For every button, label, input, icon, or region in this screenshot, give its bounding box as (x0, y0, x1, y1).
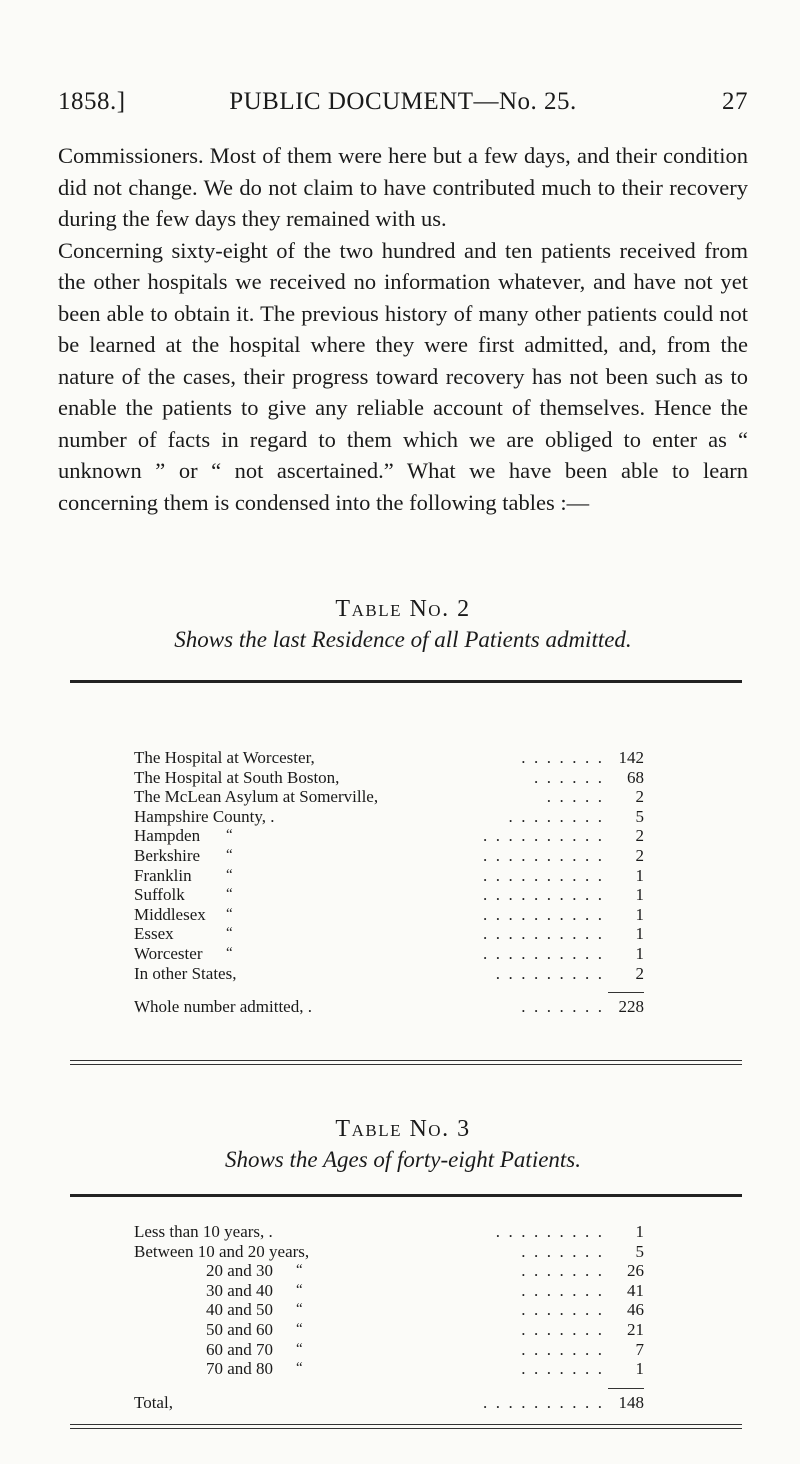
table-2 (134, 748, 644, 1017)
running-header (58, 88, 748, 122)
table-row: In other States, . . . . . . . . . 2 (134, 963, 644, 983)
table-2-bottom-rule-2 (70, 1064, 742, 1065)
table-total-row: Total, . . . . . . . . . . 148 (134, 1392, 644, 1412)
paragraph-2: Concerning sixty-eight of the two hundred and ten patients received from the other hospitals we received no information whatever, and have not yet been able to obtain it. The previous history of many other patients could not be learned at the hospital where they were first admitted, and, from the nature of the cases, their progress toward recovery has not been such as to enable the patients to give any reliable account of themselves. Hence the number of facts in regard to them which we are obliged to enter as “ unknown ” or “ not ascertained.” What we have been able to learn concerning them is condensed into the following tables :— (58, 237, 748, 515)
table-3-bottom-rule-2 (70, 1428, 742, 1429)
table-row: 20 and 30 “ . . . . . . . 26 (206, 1261, 644, 1281)
sum-line (608, 1388, 644, 1389)
table-row: Middlesex “ . . . . . . . . . . 1 (134, 904, 644, 924)
table-row: 60 and 70 “ . . . . . . . 7 (206, 1339, 644, 1359)
table-row: The Hospital at South Boston, . . . . . . 68 (134, 767, 644, 787)
table-row: Worcester “ . . . . . . . . . . 1 (134, 943, 644, 963)
table-row: 70 and 80 “ . . . . . . . 1 (206, 1359, 644, 1379)
document-page (58, 0, 748, 1464)
table-row: Hampshire County, . . . . . . . . . 5 (134, 806, 644, 826)
header-title: PUBLIC DOCUMENT—No. 25. (229, 88, 577, 115)
table-3-heading (58, 1116, 748, 1173)
table-2-top-rule (70, 680, 742, 683)
table-row: The McLean Asylum at Somerville, . . . . . 2 (134, 787, 644, 807)
table-row: 50 and 60 “ . . . . . . . 21 (206, 1319, 644, 1339)
table-3-bottom-rule (70, 1424, 742, 1425)
body-text (58, 140, 748, 518)
table-3 (134, 1222, 644, 1412)
table-2-heading (58, 596, 748, 653)
table-row: Between 10 and 20 years, . . . . . . . 5 (134, 1241, 644, 1261)
table-row: 30 and 40 “ . . . . . . . 41 (206, 1280, 644, 1300)
sum-line (608, 992, 644, 993)
table-3-top-rule (70, 1194, 742, 1197)
table-row: Franklin “ . . . . . . . . . . 1 (134, 865, 644, 885)
table-row: 40 and 50 “ . . . . . . . 46 (206, 1300, 644, 1320)
table-row: Suffolk “ . . . . . . . . . . 1 (134, 885, 644, 905)
table-total-row: Whole number admitted, . . . . . . . . 228 (134, 997, 644, 1017)
table-2-subtitle: Shows the last Residence of all Patients admitted. (174, 627, 632, 652)
table-2-title: Table No. 2 (335, 596, 471, 622)
table-row: Less than 10 years, . . . . . . . . . . 1 (134, 1222, 644, 1241)
table-row: Berkshire “ . . . . . . . . . . 2 (134, 845, 644, 865)
page-number: 27 (722, 88, 748, 115)
table-2-bottom-rule (70, 1060, 742, 1061)
table-3-title: Table No. 3 (335, 1116, 471, 1142)
table-row: Hampden “ . . . . . . . . . . 2 (134, 826, 644, 846)
table-row: The Hospital at Worcester, . . . . . . . 142 (134, 748, 644, 767)
paragraph-1: Commissioners. Most of them were here but a few days, and their condition did not change. We do not claim to have contributed much to their recovery during the few days they remained with us. (58, 143, 748, 231)
table-row: Essex “ . . . . . . . . . . 1 (134, 924, 644, 944)
table-3-subtitle: Shows the Ages of forty-eight Patients. (224, 1147, 582, 1172)
header-year: 1858.] (58, 88, 126, 115)
